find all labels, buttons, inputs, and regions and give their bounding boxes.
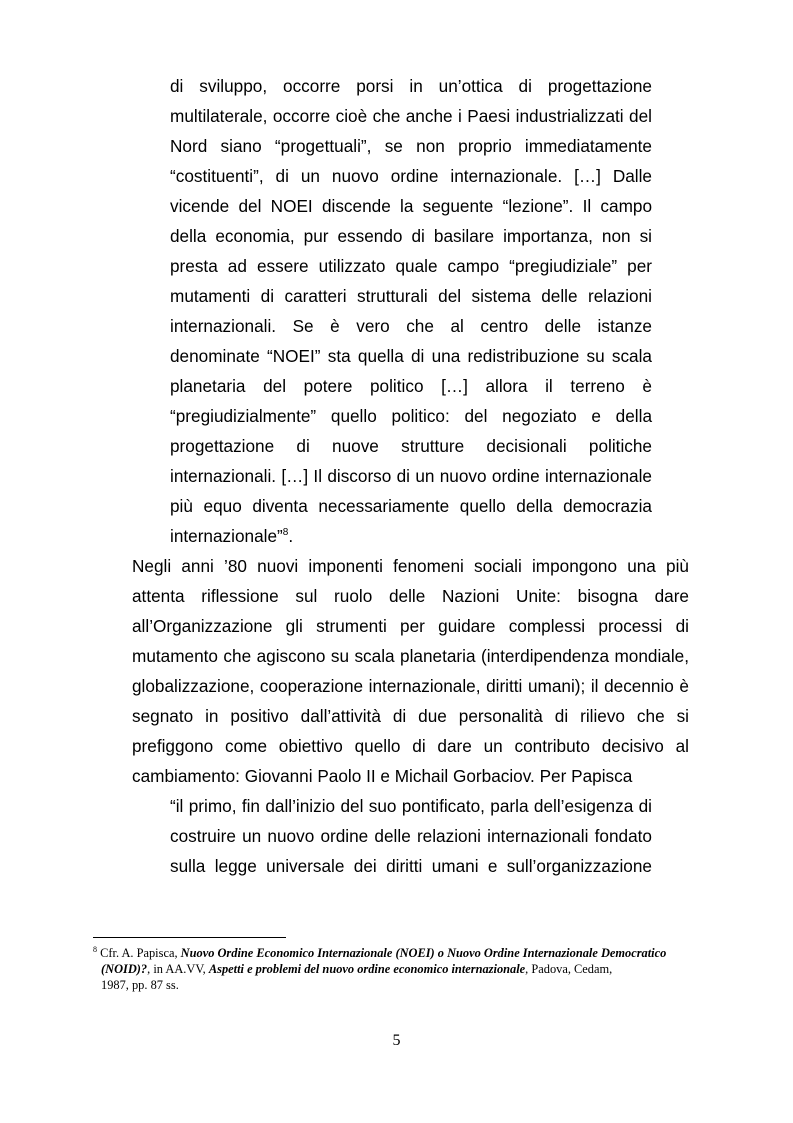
footnote-line-3: 1987, pp. 87 ss. xyxy=(101,978,179,992)
footnote-prefix: Cfr. A. Papisca, xyxy=(100,946,181,960)
paragraph-line: prefiggono come obiettivo quello di dare un contributo decisivo al xyxy=(132,736,689,756)
quote-line: della economia, pur essendo di basilare importanza, non si xyxy=(170,226,652,246)
paragraph-line: attenta riflessione sul ruolo delle Nazioni Unite: bisogna dare xyxy=(132,586,689,606)
quote-end-punct: . xyxy=(288,526,294,546)
footnote-line-2 xyxy=(101,961,612,977)
quote-line: Nord siano “progettuali”, se non proprio immediatamente xyxy=(170,136,652,156)
paragraph-line: cambiamento: Giovanni Paolo II e Michail Gorbaciov. Per Papisca xyxy=(132,766,633,786)
quote-last-line xyxy=(170,526,652,546)
quote-line: “pregiudizialmente” quello politico: del negoziato e della xyxy=(170,406,652,426)
quote-line: progettazione di nuove strutture decisionali politiche xyxy=(170,436,652,456)
quote-line: costruire un nuovo ordine delle relazioni internazionali fondato xyxy=(170,826,652,846)
quote-line: di sviluppo, occorre porsi in un’ottica di progettazione xyxy=(170,76,652,96)
footnote-publisher: , Padova, Cedam, xyxy=(525,962,613,976)
quote-line: denominate “NOEI” sta quella di una redistribuzione su scala xyxy=(170,346,652,366)
paragraph-line: globalizzazione, cooperazione internazionale, diritti umani); il decennio è xyxy=(132,676,689,696)
quote-line: “costituenti”, di un nuovo ordine internazionale. […] Dalle xyxy=(170,166,652,186)
paragraph-line: mutamento che agiscono su scala planetaria (interdipendenza mondiale, xyxy=(132,646,689,666)
quote-line: “il primo, fin dall’inizio del suo pontificato, parla dell’esigenza di xyxy=(170,796,652,816)
page-number: 5 xyxy=(392,1032,401,1049)
quote-line: planetaria del potere politico […] allora il terreno è xyxy=(170,376,652,396)
quote-line: internazionali. […] Il discorso di un nuovo ordine internazionale xyxy=(170,466,652,486)
quote-line: mutamenti di caratteri strutturali del sistema delle relazioni xyxy=(170,286,652,306)
quote-line: internazionale” xyxy=(170,526,283,546)
paragraph-line: segnato in positivo dall’attività di due personalità di rilievo che si xyxy=(132,706,689,726)
quote-line: più equo diventa necessariamente quello della democrazia xyxy=(170,496,652,516)
footnote-separator xyxy=(93,937,286,938)
paragraph-line: all’Organizzazione gli strumenti per guidare complessi processi di xyxy=(132,616,689,636)
footnote-line-1 xyxy=(93,945,666,961)
paragraph-line: Negli anni ’80 nuovi imponenti fenomeni sociali impongono una più xyxy=(132,556,689,576)
footnote-mid: , in AA.VV, xyxy=(147,962,209,976)
footnote-number: 8 xyxy=(93,945,97,954)
quote-line: multilaterale, occorre cioè che anche i Paesi industrializzati del xyxy=(170,106,652,126)
footnote-reference[interactable]: 8 xyxy=(282,527,289,538)
footnote-book-title: Aspetti e problemi del nuovo ordine economico internazionale xyxy=(208,962,526,976)
quote-line: vicende del NOEI discende la seguente “lezione”. Il campo xyxy=(170,196,652,216)
quote-line: internazionali. Se è vero che al centro delle istanze xyxy=(170,316,652,336)
footnote-title-end: (NOID)? xyxy=(101,962,148,976)
quote-line: sulla legge universale dei diritti umani e sull’organizzazione xyxy=(170,856,652,876)
quote-line: presta ad essere utilizzato quale campo “pregiudiziale” per xyxy=(170,256,652,276)
footnote-title: Nuovo Ordine Economico Internazionale (NOEI) o Nuovo Ordine Internazionale Democratico xyxy=(180,946,667,960)
